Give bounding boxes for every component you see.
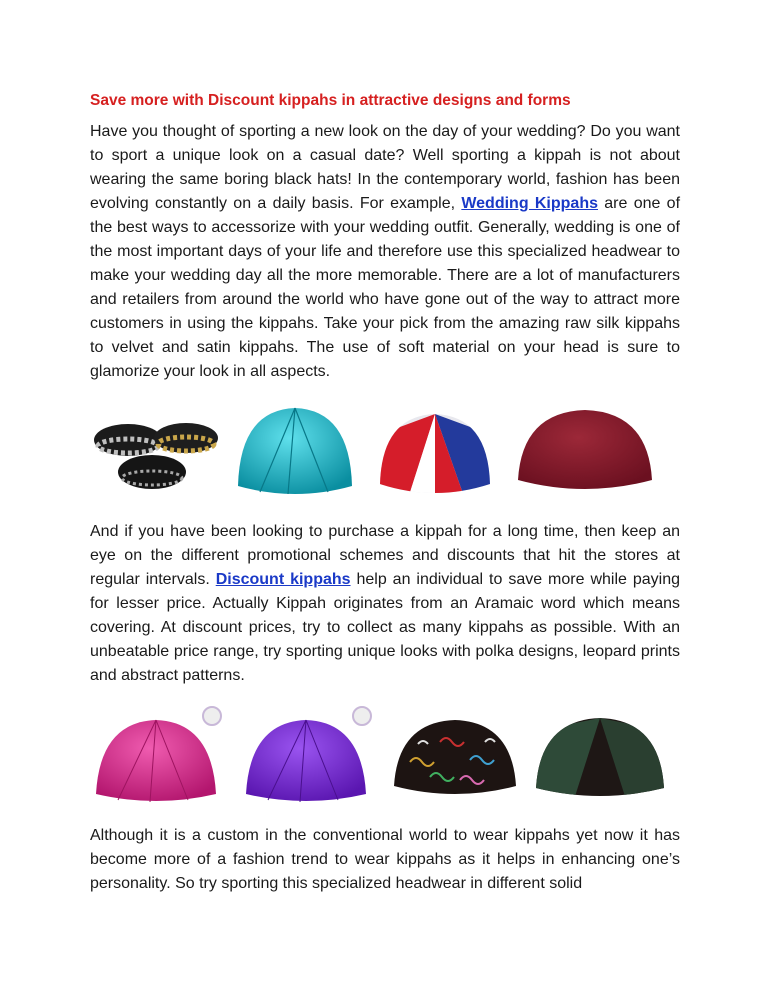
paragraph-1-text-b: are one of the best ways to accessorize with your wedding outfit. Generally, wedding is one of the most important days of your life and therefore use this specialized headwear to make your wedding day all the more memorable. There are a lot of manufacturers and retailers from around the world who have gone out of the way to attract more customers in using the kippahs. Take your pick from the amazing raw silk kippahs to velvet and satin kippahs. The use of soft material on your head is sure to glamorize your look in all aspects. xyxy=(90,195,681,380)
turquoise-satin-kippah-image xyxy=(230,398,360,508)
paragraph-2 xyxy=(90,520,680,688)
red-white-blue-kippah-image xyxy=(370,398,500,508)
maroon-suede-kippah-image xyxy=(510,398,660,508)
paragraph-1-text-a: Have you thought of sporting a new look on the day of your wedding? Do you want to sport a unique look on a casual date? Well sporting a kippah is not about wearing the same boring black hats! In the contemporary world, fashion has been evolving constantly on a daily basis. For example, xyxy=(90,123,680,212)
image-row-2 xyxy=(90,702,680,812)
abstract-pattern-kippah-image xyxy=(390,702,520,812)
paragraph-2-text-b: help an individual to save more while paying for lesser price. Actually Kippah originates from an Aramaic word which means covering. At discount prices, try to collect as many kippahs as possible. With an unbeatable price range, try sporting unique looks with polka designs, leopard prints and abstract patterns. xyxy=(90,571,680,684)
green-black-suede-kippah-image xyxy=(530,702,670,812)
paragraph-1 xyxy=(90,120,680,384)
embroidered-black-kippahs-image xyxy=(90,398,220,508)
discount-kippahs-link[interactable]: Discount kippahs xyxy=(215,571,351,588)
document-page xyxy=(90,90,680,896)
wedding-kippahs-link[interactable]: Wedding Kippahs xyxy=(461,195,598,212)
article-title: Save more with Discount kippahs in attractive designs and forms xyxy=(90,92,571,109)
paragraph-2-text-a: And if you have been looking to purchase a kippah for a long time, then keep an eye on the different promotional schemes and discounts that hit the stores at regular intervals. xyxy=(90,523,680,588)
purple-satin-kippah-image xyxy=(240,702,380,812)
pink-satin-kippah-image xyxy=(90,702,230,812)
image-row-1 xyxy=(90,398,680,508)
paragraph-3: Although it is a custom in the conventional world to wear kippahs yet now it has become more of a fashion trend to wear kippahs as it helps in enhancing one’s personality. So try sporting this specialized headwear in different solid xyxy=(90,827,680,892)
